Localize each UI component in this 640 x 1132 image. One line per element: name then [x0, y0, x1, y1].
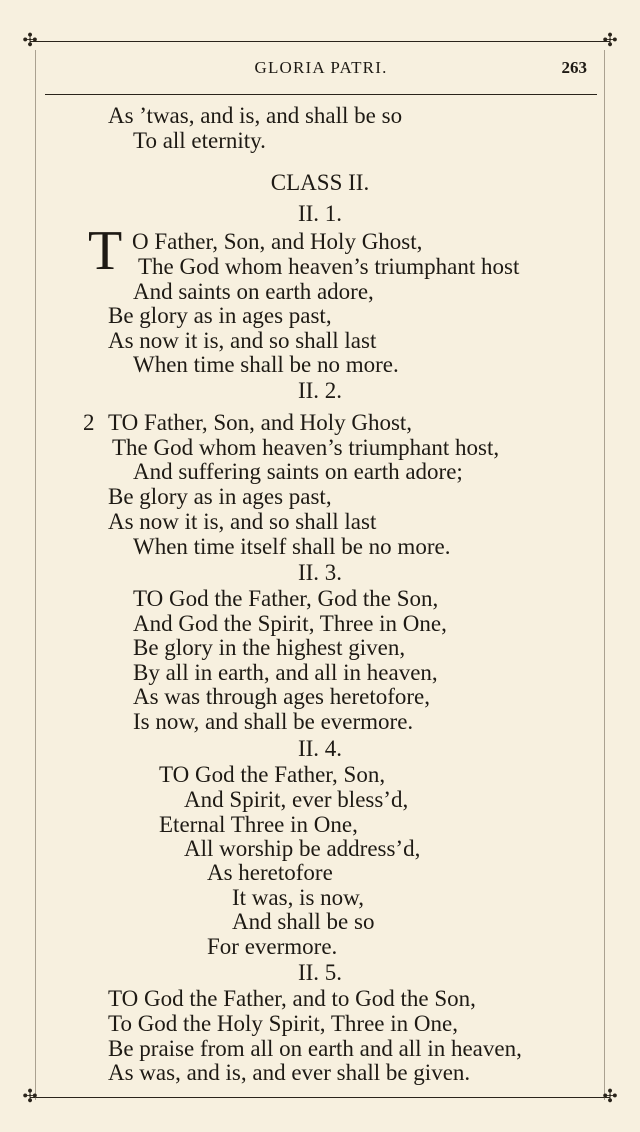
verse-line: Be glory as in ages past,: [108, 303, 332, 328]
running-title: GLORIA PATRI.: [254, 58, 388, 77]
corner-ornament-icon: ✣: [22, 1086, 38, 1107]
verse-line: All worship be address’d,: [184, 836, 421, 861]
page-number: 263: [561, 58, 587, 77]
verse-line: And Spirit, ever bless’d,: [184, 787, 409, 812]
verse-line: To God the Holy Spirit, Three in One,: [108, 1011, 458, 1036]
doxology-number: II. 3.: [297, 560, 343, 585]
running-head: [45, 58, 597, 80]
preceding-line: As ’twas, and is, and shall be so: [108, 103, 403, 128]
preceding-line: To all eternity.: [133, 128, 266, 153]
verse-number: 2: [83, 410, 95, 435]
verse-line: It was, is now,: [232, 885, 365, 910]
verse-line: O Father, Son, and Holy Ghost,: [132, 229, 423, 254]
doxology-number: II. 1.: [297, 201, 343, 226]
verse-line: As now it is, and so shall last: [108, 509, 377, 534]
header-rule: [45, 94, 597, 95]
verse-line: The God whom heaven’s triumphant host: [138, 254, 520, 279]
verse-line: For evermore.: [207, 934, 338, 959]
verse-line: And shall be so: [232, 909, 375, 934]
verse-line: By all in earth, and all in heaven,: [133, 660, 438, 685]
verse-line: Eternal Three in One,: [159, 812, 358, 837]
verse-line: As was through ages heretofore,: [133, 684, 430, 709]
verse-line: As was, and is, and ever shall be given.: [108, 1060, 471, 1085]
verse-line: Be glory as in ages past,: [108, 484, 332, 509]
verse-line: TO Father, Son, and Holy Ghost,: [108, 410, 413, 435]
corner-ornament-icon: ✣: [22, 30, 38, 51]
doxology-number: II. 4.: [297, 736, 343, 761]
verse-line: The God whom heaven’s triumphant host,: [112, 435, 500, 460]
drop-cap: T: [88, 220, 123, 282]
verse-line: As now it is, and so shall last: [108, 328, 377, 353]
corner-ornament-icon: ✣: [602, 1086, 618, 1107]
top-border-rule: [30, 41, 610, 42]
verse-line: When time shall be no more.: [133, 352, 399, 377]
verse-line: TO God the Father, Son,: [159, 762, 386, 787]
verse-line: When time itself shall be no more.: [133, 534, 451, 559]
verse-line: Be glory in the highest given,: [133, 635, 406, 660]
verse-line: TO God the Father, and to God the Son,: [108, 986, 476, 1011]
verse-line: And suffering saints on earth adore;: [133, 459, 463, 484]
bottom-border-rule: [30, 1097, 610, 1098]
doxology-number: II. 2.: [297, 378, 343, 403]
verse-line: As heretofore: [207, 860, 333, 885]
verse-line: Be praise from all on earth and all in heaven,: [108, 1036, 522, 1061]
corner-ornament-icon: ✣: [602, 30, 618, 51]
class-heading: CLASS II.: [270, 170, 370, 195]
doxology-number: II. 5.: [297, 960, 343, 985]
verse-line: And God the Spirit, Three in One,: [133, 611, 447, 636]
verse-line: TO God the Father, God the Son,: [133, 586, 439, 611]
verse-line: And saints on earth adore,: [133, 279, 374, 304]
verse-line: Is now, and shall be evermore.: [133, 709, 414, 734]
